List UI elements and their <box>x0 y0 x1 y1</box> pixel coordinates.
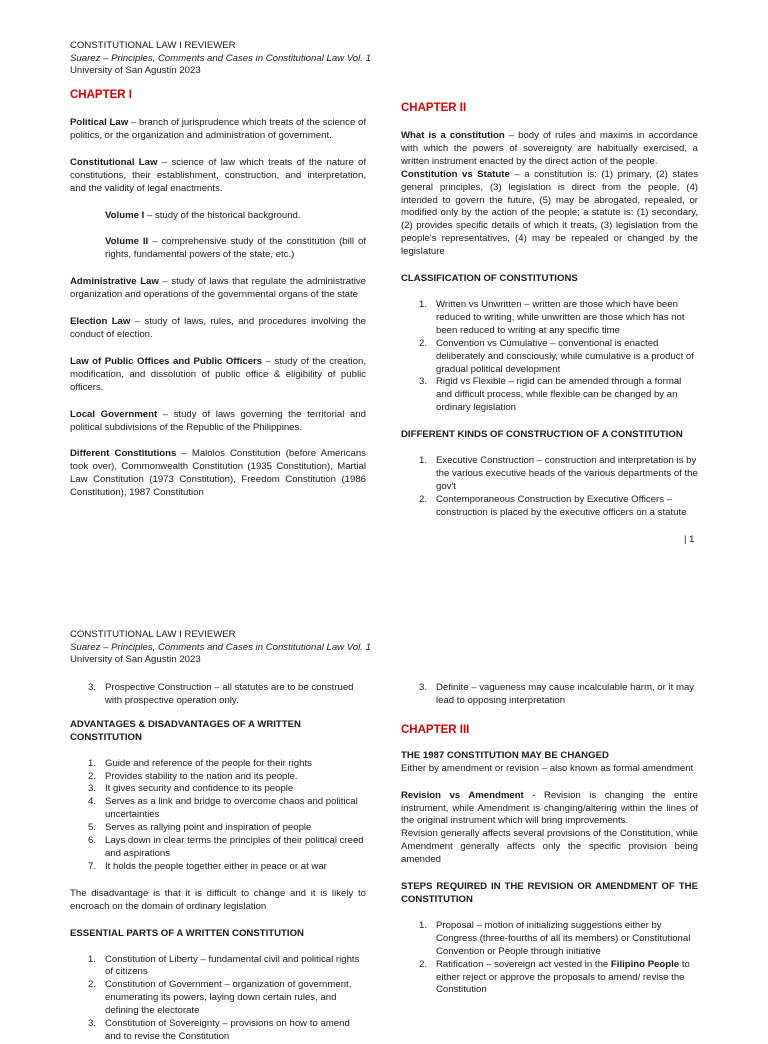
list-item: 1. Constitution of Liberty – fundamental civil and political rights of citizens <box>88 953 360 978</box>
list-item: 3. It gives security and confidence to its people <box>88 783 294 795</box>
definition: Law of Public Offices and Public Officers – study of the creation, modification, and dissolution of public office & eligibility of public officers. <box>70 355 366 393</box>
doc-school: University of San Agustin 2023 <box>70 65 201 76</box>
steps-list <box>401 920 698 997</box>
list-item: 1. Guide and reference of the people for their rights <box>88 757 312 769</box>
list-item: 2. Contemporaneous Construction by Executive Officers – construction is placed by the executive officers on a statute <box>419 493 687 518</box>
disadvantage-text: The disadvantage is that it is difficult to change and it is likely to encroach on the domain of ordinary legislation <box>70 887 366 912</box>
page2-right-column <box>401 682 698 997</box>
essential-parts-list <box>70 954 366 1044</box>
doc-source: Suarez – Principles, Comments and Cases in Constitutional Law Vol. 1 <box>70 52 371 64</box>
paragraph: Revision vs Amendment - Revision is changing the entire instrument, while Amendment is changing/altering within the lines of the original instrument which will bring improvements. <box>401 789 699 827</box>
paragraph: Revision generally affects several provisions of the Constitution, while Amendment generally affects only the specific provision being amended <box>401 828 698 866</box>
page1-left-column <box>70 88 366 500</box>
page2-header <box>70 629 371 667</box>
section-heading: ESSENTIAL PARTS OF A WRITTEN CONSTITUTION <box>70 927 304 939</box>
classification-list <box>401 299 698 415</box>
list-item: 4. Serves as a link and bridge to overcome chaos and political uncertainties <box>88 796 358 821</box>
doc-school: University of San Agustin 2023 <box>70 654 201 665</box>
list-item: 7. It holds the people together either in peace or at war <box>88 860 327 872</box>
section-heading: DIFFERENT KINDS OF CONSTRUCTION OF A CONSTITUTION <box>401 429 683 441</box>
list-item: 2. Convention vs Cumulative – conventional is enacted deliberately and consciously, while cumulative is a product of gradual political development <box>419 337 694 375</box>
chapter-heading: CHAPTER III <box>401 723 470 736</box>
list-item: 1. Written vs Unwritten – written are those which have been reduced to writing, while unwritten are those which has not been reduced to writing at any specific time <box>419 298 685 336</box>
page1-right-column <box>401 101 698 520</box>
construction-list-continued <box>70 682 366 708</box>
section-heading: ADVANTAGES & DISADVANTAGES OF A WRITTEN CONSTITUTION <box>70 718 301 743</box>
list-item: 2. Ratification – sovereign act vested in the Filipino People to either reject or approve the proposals to amend/ revise the Constitution <box>419 958 690 996</box>
list-item: 3. Prospective Construction – all statutes are to be construed with prospective operation only. <box>88 682 354 706</box>
doc-source: Suarez – Principles, Comments and Cases in Constitutional Law Vol. 1 <box>70 641 371 653</box>
construction-list <box>401 455 698 520</box>
list-item: 2. Constitution of Government – organization of government, enumerating its powers, laying down certain rules, and defining the electorate <box>88 979 352 1017</box>
page-number: | 1 <box>684 534 695 545</box>
list-item: 6. Lays down in clear terms the principles of their political creed and aspirations <box>88 835 364 859</box>
list-item: 1. Executive Construction – construction and interpretation is by the various executive heads of the various departments of the gov't <box>419 455 698 492</box>
definition: Constitution vs Statute – a constitution is: (1) primary, (2) states general principles, (3) legislation is direct from the people, (4) intended to govern the future, (5) may be abrogated, repealed, or modified only by the action of the people; a statute is: (1) secondary, (2) provides specific details of which it treats, (3) legislation from the people's representatives, (4) may be repealed or changed by the legislature <box>401 168 698 258</box>
list-item: 2. Provides stability to the nation and its people. <box>88 770 298 782</box>
section-heading: STEPS REQUIRED IN THE REVISION OR AMENDMENT OF THE CONSTITUTION <box>401 881 698 905</box>
doc-title: CONSTITUTIONAL LAW I REVIEWER <box>70 629 236 640</box>
definition: Local Government – study of laws governing the territorial and political subdivisions of the Republic of the Philippines. <box>70 408 366 433</box>
section-heading: CLASSIFICATION OF CONSTITUTIONS <box>401 273 578 285</box>
list-item: 1. Proposal – motion of initializing suggestions either by Congress (three-fourths of all its members) or Constitutional Convention or People through initiative <box>419 919 691 957</box>
definition: What is a constitution – body of rules and maxims in accordance with which the powers of sovereignty are habitually exercised, a written instrument enacted by the direct action of the people. <box>401 130 698 167</box>
definition: Political Law – branch of jurisprudence which treats of the science of politics, or the organization and administration of government. <box>70 117 366 141</box>
definition: Volume I – study of the historical background. <box>105 209 301 221</box>
page2-left-column <box>70 682 366 1044</box>
list-item: 3. Definite – vagueness may cause incalculable harm, or it may lead to opposing interpretation <box>419 682 695 706</box>
doc-title: CONSTITUTIONAL LAW I REVIEWER <box>70 40 236 51</box>
page1-header <box>70 40 371 78</box>
definition: Volume II – comprehensive study of the constitution (bill of rights, fundamental powers of the state, etc.) <box>105 236 366 261</box>
definition: Administrative Law – study of laws that regulate the administrative organization and operations of the governmental organs of the state <box>70 276 366 301</box>
list-item: 3. Rigid vs Flexible – rigid can be amended through a formal and difficult process, while flexible can be changed by an ordinary legislation <box>419 376 682 414</box>
paragraph: Either by amendment or revision – also known as formal amendment <box>401 762 694 774</box>
section-heading: THE 1987 CONSTITUTION MAY BE CHANGED <box>401 749 609 761</box>
chapter-heading: CHAPTER I <box>70 89 132 101</box>
list-item: 5. Serves as rallying point and inspiration of people <box>88 822 312 834</box>
list-item: 3. Constitution of Sovereignty – provisions on how to amend and to revise the Constitution <box>88 1018 350 1042</box>
advantages-list <box>70 758 366 874</box>
definition: Election Law – study of laws, rules, and procedures involving the conduct of election. <box>70 316 367 340</box>
definition: Different Constitutions – Malolos Constitution (before Americans took over), Commonwealth Constitution (1935 Constitution), Martial Law Constitution (1973 Constitution), Freedom Constitution (1986 Constitution), 1987 Constitution <box>70 448 366 499</box>
requisites-list-continued <box>401 682 698 708</box>
chapter-heading: CHAPTER II <box>401 102 467 114</box>
definition: Constitutional Law – science of law which treats of the nature of constitutions, their establishment, construction, and interpretation, and the validity of legal enactments. <box>70 156 366 194</box>
